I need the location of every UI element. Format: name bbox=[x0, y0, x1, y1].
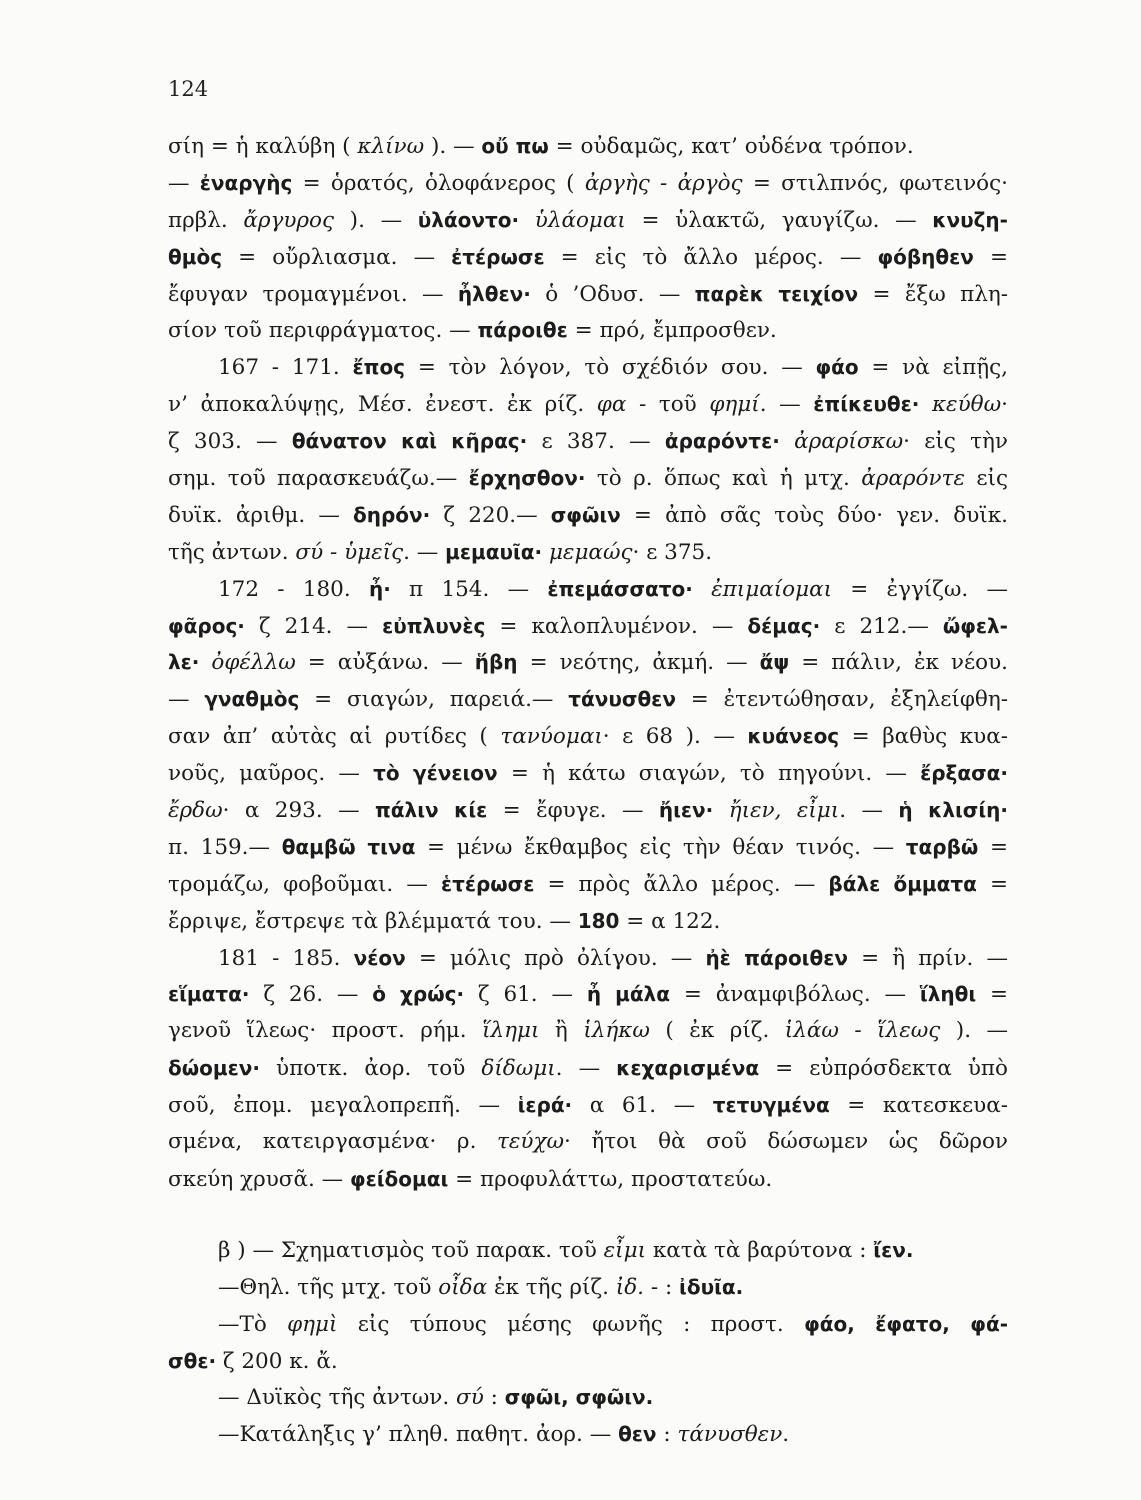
italic-term: ἱλήκω bbox=[583, 1018, 650, 1044]
headword: τάνυσθεν bbox=[568, 687, 676, 712]
headword: σφῶι, σφῶιν. bbox=[504, 1385, 654, 1410]
text-run: — bbox=[168, 687, 205, 713]
text-line bbox=[168, 276, 1008, 313]
headword: ἔπος bbox=[352, 355, 406, 380]
text-run: νοῦς, μαῦρος. — bbox=[168, 761, 374, 787]
text-run: ὁ ’Οδυσ. — bbox=[530, 281, 695, 307]
italic-term: κεύθω bbox=[931, 392, 1002, 418]
headword: παρὲκ τειχίον bbox=[694, 281, 859, 306]
text-line bbox=[168, 128, 1008, 165]
text-run: α 61. — bbox=[572, 1093, 713, 1119]
text-run: = ἔφυγε. — bbox=[487, 798, 659, 824]
page-number: 124 bbox=[168, 77, 209, 101]
headword: ἐναργὴς bbox=[199, 170, 293, 195]
text-run: ν’ ἀποκαλύψῃς, Μέσ. ἐνεστ. ἐκ ρίζ. bbox=[168, 392, 597, 418]
text-line bbox=[168, 1232, 1008, 1269]
text-run: σίη = ἡ καλύβη ( bbox=[168, 134, 358, 159]
text-run bbox=[519, 208, 535, 233]
text-run: ζ 220.— bbox=[430, 502, 551, 528]
text-run: · εἰς τὴν bbox=[903, 429, 1008, 455]
headword: κυάνεος bbox=[747, 724, 840, 749]
text-line bbox=[168, 239, 1008, 276]
headword: ἵληθι bbox=[919, 982, 977, 1007]
text-run: ἔφυγαν τρομαγμένοι. — bbox=[168, 281, 458, 307]
text-line bbox=[168, 718, 1008, 755]
headword: ἐπεμάσσατο· bbox=[547, 576, 693, 601]
text-run: = bbox=[976, 982, 1009, 1008]
text-run: δυϊκ. ἀριθμ. — bbox=[168, 502, 353, 528]
headword: ἴεν. bbox=[873, 1237, 914, 1262]
headword: ὤφελ- bbox=[942, 613, 1008, 638]
text-run: ὑποτκ. ἀορ. τοῦ bbox=[259, 1056, 482, 1082]
text-run: πρβλ. bbox=[168, 207, 244, 233]
text-run: ε 212.— bbox=[820, 613, 943, 639]
italic-term: μεμαώς bbox=[548, 539, 633, 565]
text-line bbox=[168, 165, 1008, 202]
text-run: π 154. — bbox=[390, 576, 548, 602]
text-run: . — bbox=[403, 539, 446, 565]
text-run: ). — bbox=[334, 207, 418, 233]
text-run: · ε 68 ). — bbox=[602, 724, 748, 750]
headword: 180 bbox=[577, 908, 620, 933]
text-run: = κατεσκευα- bbox=[829, 1093, 1008, 1119]
text-run: τὸ ρ. ὅπως καὶ ἡ μτχ. bbox=[585, 466, 862, 492]
text-run: σοῦ, ἐπομ. μεγαλοπρεπῆ. — bbox=[168, 1093, 518, 1119]
text-run: = μόλις πρὸ ὀλίγου. — bbox=[405, 945, 706, 971]
headword: μεμαυῖα· bbox=[445, 539, 543, 564]
headword: δώομεν· bbox=[168, 1056, 260, 1081]
text-run bbox=[199, 650, 211, 675]
text-line bbox=[168, 1087, 1008, 1124]
text-line bbox=[168, 1124, 1008, 1161]
text-line bbox=[168, 681, 1008, 718]
text-run: τρομάζω, φοβοῦμαι. — bbox=[168, 871, 441, 897]
text-run: = ἡ κάτω σιαγών, τὸ πηγούνι. — bbox=[497, 761, 921, 787]
text-line bbox=[168, 497, 1008, 534]
headword: σθε· bbox=[168, 1348, 217, 1373]
text-line bbox=[168, 460, 1008, 497]
text-line bbox=[168, 349, 1008, 386]
text-run: ζ 214. — bbox=[244, 613, 383, 639]
text-run: : bbox=[656, 1422, 678, 1448]
italic-term: εἶμι bbox=[603, 1237, 646, 1263]
text-run: β ) — Σχηματισμὸς τοῦ παρακ. τοῦ bbox=[218, 1237, 604, 1263]
headword: ἔρξασα· bbox=[920, 761, 1008, 786]
italic-term: ἰδ. bbox=[615, 1274, 645, 1300]
headword: εὐπλυνὲς bbox=[382, 613, 486, 638]
text-run: = ὁρατός, ὁλοφάνερος ( bbox=[292, 170, 585, 196]
text-run: = στιλπνός, φωτεινός· bbox=[742, 170, 1009, 196]
italic-term: ἄργυρος bbox=[243, 207, 335, 233]
text-run bbox=[713, 798, 728, 823]
text-line bbox=[168, 1013, 1008, 1050]
text-line bbox=[168, 386, 1008, 423]
text-line bbox=[168, 903, 1008, 940]
headword: νέον bbox=[353, 945, 406, 970]
headword: πάλιν κίε bbox=[374, 798, 488, 823]
text-run: 167 - 171. bbox=[218, 355, 353, 381]
text-run: = προφυλάττω, προστατεύω. bbox=[448, 1166, 773, 1192]
text-run: = νεότης, ἀκμή. — bbox=[517, 650, 760, 676]
text-run: = bbox=[978, 834, 1008, 860]
text-line bbox=[168, 755, 1008, 792]
headword: λε· bbox=[168, 650, 200, 675]
italic-term: τάνυσθεν bbox=[677, 1422, 783, 1448]
headword: σφῶιν bbox=[550, 502, 621, 527]
headword: ἐτέρωσε bbox=[451, 244, 545, 269]
text-run: σίον τοῦ περιφράγματος. — bbox=[168, 318, 478, 344]
headword: δηρόν· bbox=[353, 502, 431, 527]
text-run: —Θηλ. τῆς μτχ. τοῦ bbox=[218, 1274, 439, 1300]
italic-term: φα bbox=[596, 392, 627, 418]
text-run: = bbox=[976, 871, 1009, 897]
text-run: ε 387. — bbox=[527, 429, 665, 455]
text-run: = μένω ἔκθαμβος εἰς τὴν θέαν τινός. — bbox=[415, 834, 906, 860]
text-run: ἐκ τῆς ρίζ. bbox=[487, 1274, 616, 1300]
text-run: = σιαγών, παρειά.— bbox=[299, 687, 569, 713]
text-run: · ἤτοι θὰ σοῦ δώσωμεν ὡς δῶρον bbox=[564, 1129, 1009, 1155]
text-line bbox=[168, 1269, 1008, 1306]
text-run: = bbox=[973, 244, 1008, 270]
text-run: ζ 200 κ. ἄ. bbox=[216, 1348, 338, 1374]
italic-term: ἐπιμαίομαι bbox=[711, 576, 833, 602]
headword: πάροιθε bbox=[477, 318, 568, 343]
headword: ταρβῶ bbox=[905, 834, 979, 859]
text-run: 181 - 185. bbox=[218, 945, 354, 971]
italic-term: κλίνω bbox=[357, 134, 425, 159]
text-run: - τοῦ bbox=[626, 392, 710, 418]
italic-term: φημί bbox=[709, 392, 760, 418]
text-line bbox=[168, 940, 1008, 977]
headword: ἀραρόντε· bbox=[664, 429, 780, 454]
text-run: = ἐγγίζω. — bbox=[832, 576, 1008, 602]
text-run: = ἀπὸ σᾶς τοὺς δύο· γεν. δυϊκ. bbox=[620, 502, 1008, 528]
text-run: — bbox=[168, 170, 200, 196]
text-run: . — bbox=[555, 1056, 617, 1082]
italic-term: οἶδα bbox=[438, 1274, 488, 1300]
text-run: ζ 303. — bbox=[168, 429, 292, 455]
headword: θαμβῶ τινα bbox=[281, 834, 416, 859]
text-run: ). — bbox=[940, 1018, 1009, 1044]
italic-term: ἀραρόντε bbox=[861, 466, 965, 492]
text-run: = πρὸς ἄλλο μέρος. — bbox=[534, 871, 829, 897]
text-run: = πάλιν, ἐκ νέου. bbox=[789, 650, 1008, 676]
text-run: = βαθὺς κυα- bbox=[839, 724, 1009, 750]
italic-term: τεύχω bbox=[496, 1129, 565, 1155]
text-run: εἰς bbox=[964, 466, 1008, 492]
headword: δέμας· bbox=[747, 613, 821, 638]
text-run: · ε 375. bbox=[632, 539, 713, 565]
text-run: γενοῦ ἵλεως· προστ. ρήμ. bbox=[168, 1018, 483, 1044]
text-run: — Δυϊκὸς τῆς ἀντων. bbox=[218, 1385, 457, 1411]
text-run: = εἰς τὸ ἄλλο μέρος. — bbox=[544, 244, 878, 270]
headword: κεχαρισμένα bbox=[616, 1056, 760, 1081]
text-line bbox=[168, 1306, 1008, 1343]
italic-term: φημὶ bbox=[287, 1311, 338, 1337]
text-run: · α 293. — bbox=[222, 798, 375, 824]
text-run: ζ 61. — bbox=[464, 982, 587, 1008]
italic-term: δίδωμι bbox=[481, 1056, 556, 1082]
text-run: = καλοπλυμένον. — bbox=[485, 613, 748, 639]
headword: βάλε ὄμματα bbox=[828, 871, 977, 896]
text-run: = αὐξάνω. — bbox=[295, 650, 475, 676]
text-line bbox=[168, 1416, 1008, 1453]
text-line bbox=[168, 1379, 1008, 1416]
text-run: = ἢ πρίν. — bbox=[847, 945, 1009, 971]
text-run: = πρό, ἔμπροσθεν. bbox=[567, 318, 777, 344]
headword: ἦ μάλα bbox=[586, 982, 670, 1007]
text-line bbox=[168, 423, 1008, 460]
paragraph-gap bbox=[168, 1198, 1008, 1232]
text-run: ἢ bbox=[539, 1018, 584, 1044]
headword: ὁ χρώς· bbox=[372, 982, 465, 1007]
headword: φείδομαι bbox=[349, 1166, 449, 1191]
headword: τὸ γένειον bbox=[373, 761, 498, 786]
headword: ἦλθεν· bbox=[457, 281, 531, 306]
headword: ἐπίκευθε· bbox=[813, 392, 920, 417]
italic-term: ἤιεν, εἶμι bbox=[728, 798, 840, 824]
headword: εἵματα· bbox=[168, 982, 250, 1007]
italic-term: σύ - ὑμεῖς bbox=[295, 539, 404, 565]
text-run bbox=[919, 392, 932, 417]
italic-term: ἔρδω bbox=[168, 798, 223, 824]
headword: φᾶρος· bbox=[168, 613, 245, 638]
text-line bbox=[168, 1161, 1008, 1198]
headword: θεν bbox=[618, 1422, 657, 1447]
text-run: π. 159.— bbox=[168, 834, 282, 860]
headword: φόβηθεν bbox=[877, 244, 974, 269]
italic-term: σύ bbox=[456, 1385, 484, 1411]
headword: ἰδυῖα. bbox=[679, 1274, 744, 1299]
text-run: - : bbox=[644, 1274, 680, 1300]
text-run: = ἔξω πλη- bbox=[858, 281, 1008, 307]
text-run: ). — bbox=[424, 134, 482, 159]
italic-term: ὑλάομαι bbox=[534, 207, 626, 233]
text-line bbox=[168, 608, 1008, 645]
text-run: . bbox=[782, 1422, 790, 1448]
text-run: · bbox=[1001, 392, 1008, 418]
body-text bbox=[168, 128, 1008, 1453]
headword: ἠὲ πάροιθεν bbox=[705, 945, 848, 970]
text-run: ζ 26. — bbox=[249, 982, 373, 1008]
text-run: = ἀναμφιβόλως. — bbox=[669, 982, 920, 1008]
headword: ἡ κλισίη· bbox=[898, 798, 1008, 823]
text-line bbox=[168, 202, 1008, 239]
headword: γναθμὸς bbox=[204, 687, 300, 712]
text-line bbox=[168, 1050, 1008, 1087]
text-run: = οὔρλιασμα. — bbox=[222, 244, 452, 270]
italic-term: ἀραρίσκω bbox=[794, 429, 904, 455]
italic-term: ὀφέλλω bbox=[211, 650, 296, 676]
text-run: = α 122. bbox=[619, 908, 721, 934]
headword: ἄψ bbox=[759, 650, 790, 675]
text-line bbox=[168, 829, 1008, 866]
text-run: —Τὸ bbox=[218, 1311, 288, 1337]
text-line bbox=[168, 866, 1008, 903]
text-run: 172 - 180. bbox=[218, 576, 369, 602]
text-run: = ὑλακτῶ, γαυγίζω. — bbox=[625, 207, 933, 233]
text-run bbox=[693, 577, 711, 602]
headword: ἱερά· bbox=[517, 1093, 573, 1118]
headword: φάο, ἔφατο, φά- bbox=[804, 1311, 1008, 1336]
text-run: = ἐτεντώθησαν, ἐξηλείφθη- bbox=[675, 687, 1008, 713]
text-line bbox=[168, 792, 1008, 829]
text-run: σαν ἀπ’ αὐτὰς αἱ ρυτίδες ( bbox=[168, 724, 501, 750]
text-run: ( ἐκ ρίζ. bbox=[649, 1018, 785, 1044]
headword: ἔρχησθον· bbox=[468, 466, 586, 491]
headword: ἥβη bbox=[474, 650, 518, 675]
text-run: = εὐπρόσδεκτα ὑπὸ bbox=[759, 1056, 1008, 1082]
headword: κνυζη- bbox=[932, 207, 1008, 232]
italic-term: ἱλάω - ἵλεως bbox=[784, 1018, 941, 1044]
text-run: . — bbox=[839, 798, 899, 824]
headword: οὔ πω bbox=[481, 134, 549, 158]
text-run bbox=[780, 429, 794, 454]
text-run: . — bbox=[759, 392, 814, 418]
text-run: = νὰ εἰπῇς, bbox=[858, 355, 1008, 381]
text-run: ἔρριψε, ἔστρεψε τὰ βλέμματά του. — bbox=[168, 908, 578, 934]
text-run: = τὸν λόγον, τὸ σχέδιόν σου. — bbox=[405, 355, 816, 381]
headword: ἑτέρωσε bbox=[440, 871, 535, 896]
text-run: : bbox=[483, 1385, 505, 1411]
text-line bbox=[168, 644, 1008, 681]
headword: θμὸς bbox=[168, 244, 223, 269]
text-line bbox=[168, 976, 1008, 1013]
text-run: —Κατάληξις γ’ πληθ. παθητ. ἀορ. — bbox=[218, 1422, 619, 1448]
italic-term: τανύομαι bbox=[500, 724, 603, 750]
text-run: τῆς ἀντων. bbox=[168, 539, 296, 565]
text-line bbox=[168, 534, 1008, 571]
text-run bbox=[542, 540, 549, 565]
text-run: κατὰ τὰ βαρύτονα : bbox=[646, 1237, 874, 1263]
text-run: σημ. τοῦ παρασκευάζω.— bbox=[168, 466, 469, 492]
headword: φάο bbox=[815, 355, 859, 380]
text-run: σκεύη χρυσᾶ. — bbox=[168, 1166, 350, 1192]
headword: τετυγμένα bbox=[712, 1093, 830, 1118]
italic-term: ἵλημι bbox=[482, 1018, 540, 1044]
text-line bbox=[168, 312, 1008, 349]
text-run: = οὐδαμῶς, κατ’ οὐδένα τρόπον. bbox=[548, 134, 914, 159]
text-line bbox=[168, 1343, 1008, 1380]
text-run: σμένα, κατειργασμένα· ρ. bbox=[168, 1129, 497, 1155]
headword: ὑλάοντο· bbox=[417, 207, 520, 232]
headword: θάνατον καὶ κῆρας· bbox=[291, 429, 528, 454]
text-line bbox=[168, 571, 1008, 608]
text-run: εἰς τύπους μέσης φωνῆς : προστ. bbox=[337, 1311, 805, 1337]
headword: ἦ· bbox=[368, 576, 391, 601]
headword: ἤιεν· bbox=[658, 798, 714, 823]
italic-term: ἀργὴς - ἀργὸς bbox=[584, 170, 743, 196]
